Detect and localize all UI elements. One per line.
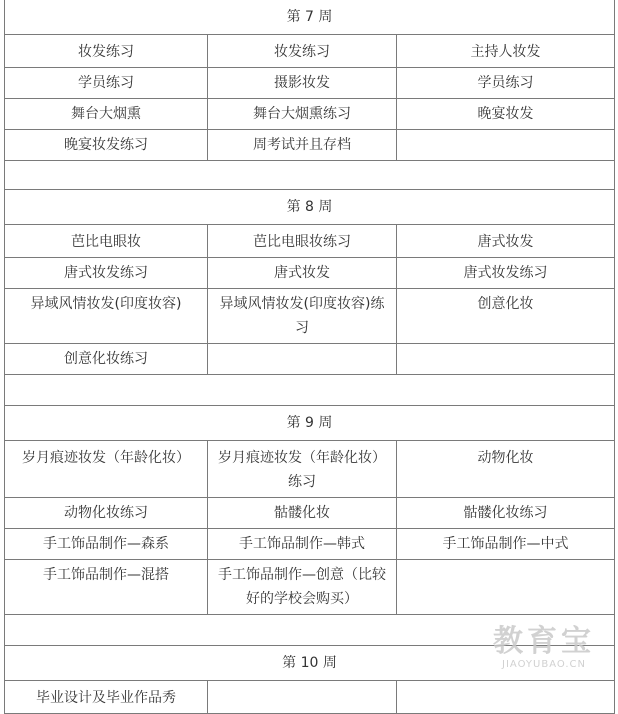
table-row: [5, 35, 615, 68]
table-cell: 晚宴妆发: [397, 99, 615, 130]
table-cell: 骷髅化妆: [208, 498, 397, 529]
table-cell: 动物化妆: [397, 441, 615, 498]
week-title: 第 7 周: [5, 0, 615, 35]
table-row: [5, 344, 615, 375]
week-header-row: [5, 190, 615, 225]
week-header-row: [5, 0, 615, 35]
spacer-row: [5, 375, 615, 406]
table-cell: 手工饰品制作—混搭: [5, 560, 208, 615]
spacer-row: [5, 161, 615, 190]
table-row: [5, 289, 615, 344]
spacer-cell: [5, 375, 615, 406]
table-cell: 舞台大烟熏练习: [208, 99, 397, 130]
table-row: [5, 441, 615, 498]
table-cell: 主持人妆发: [397, 35, 615, 68]
table-cell: 动物化妆练习: [5, 498, 208, 529]
table-cell: 手工饰品制作—中式: [397, 529, 615, 560]
table-row: [5, 68, 615, 99]
table-cell: 周考试并且存档: [208, 130, 397, 161]
table-cell: 骷髅化妆练习: [397, 498, 615, 529]
table-cell: [397, 681, 615, 714]
table-cell: [208, 681, 397, 714]
table-cell: 学员练习: [397, 68, 615, 99]
table-cell: 唐式妆发: [208, 258, 397, 289]
table-cell: 创意化妆练习: [5, 344, 208, 375]
table-cell: 晚宴妆发练习: [5, 130, 208, 161]
table-cell: [397, 130, 615, 161]
week-title: 第 9 周: [5, 406, 615, 441]
table-cell: 岁月痕迹妆发（年龄化妆）: [5, 441, 208, 498]
table-row: [5, 529, 615, 560]
table-cell: 毕业设计及毕业作品秀: [5, 681, 208, 714]
table-row: [5, 225, 615, 258]
table-cell: 手工饰品制作—韩式: [208, 529, 397, 560]
table-cell: [397, 344, 615, 375]
table-row: [5, 560, 615, 615]
table-cell: 异域风情妆发(印度妆容)练习: [208, 289, 397, 344]
table-cell: 手工饰品制作—创意（比较好的学校会购买）: [208, 560, 397, 615]
course-schedule-table: [4, 0, 615, 714]
table-cell: [208, 344, 397, 375]
table-cell: 摄影妆发: [208, 68, 397, 99]
week-title: 第 10 周: [5, 646, 615, 681]
spacer-cell: [5, 161, 615, 190]
watermark-url: JIAOYUBAO.CN: [502, 659, 586, 670]
table-cell: 妆发练习: [208, 35, 397, 68]
week-title: 第 8 周: [5, 190, 615, 225]
table-cell: [397, 560, 615, 615]
table-row: [5, 258, 615, 289]
table-cell: 岁月痕迹妆发（年龄化妆）练习: [208, 441, 397, 498]
table-cell: 舞台大烟熏: [5, 99, 208, 130]
table-row: [5, 681, 615, 714]
table-cell: 异域风情妆发(印度妆容): [5, 289, 208, 344]
table-row: [5, 498, 615, 529]
table-row: [5, 99, 615, 130]
watermark-logo: [484, 625, 604, 671]
table-cell: 唐式妆发: [397, 225, 615, 258]
table-cell: 芭比电眼妆练习: [208, 225, 397, 258]
table-cell: 创意化妆: [397, 289, 615, 344]
week-header-row: [5, 406, 615, 441]
table-cell: 芭比电眼妆: [5, 225, 208, 258]
table-cell: 手工饰品制作—森系: [5, 529, 208, 560]
table-cell: 妆发练习: [5, 35, 208, 68]
table-cell: 学员练习: [5, 68, 208, 99]
table-row: [5, 130, 615, 161]
table-cell: 唐式妆发练习: [397, 258, 615, 289]
table-cell: 唐式妆发练习: [5, 258, 208, 289]
watermark-logo-text: 教育宝: [493, 624, 595, 659]
